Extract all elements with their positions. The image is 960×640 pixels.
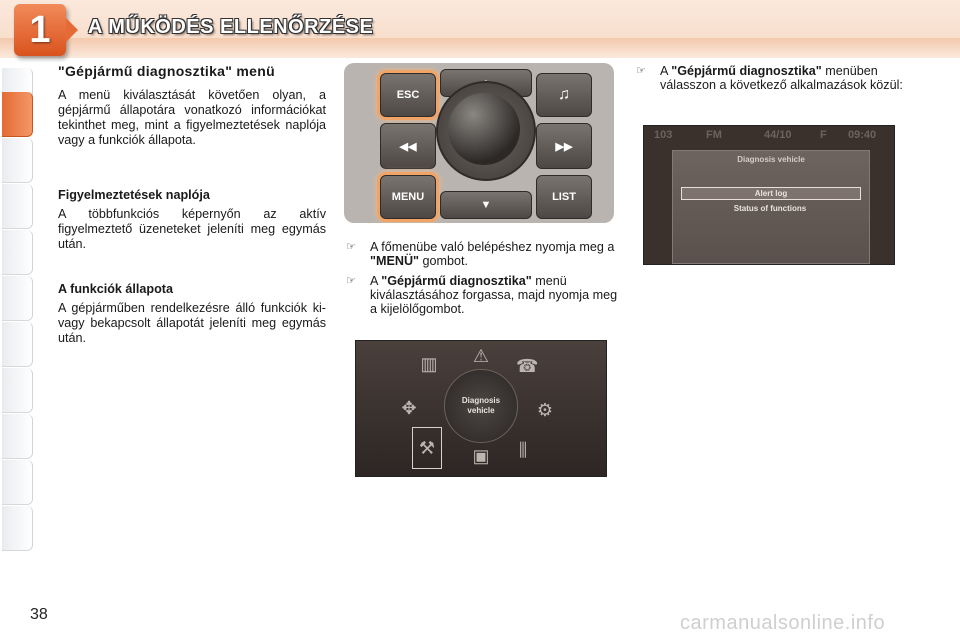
step-1: [342, 240, 618, 268]
car-icon: ▣: [472, 446, 490, 466]
header-stripe: [0, 38, 960, 58]
down-button[interactable]: [440, 191, 532, 219]
selector-knob[interactable]: [448, 93, 520, 165]
step-2-bold: "Gépjármű diagnosztika": [381, 274, 532, 288]
tools-icon[interactable]: ⚒: [412, 427, 442, 469]
rewind-icon: ◀◀: [399, 140, 417, 153]
music-button[interactable]: [536, 73, 592, 117]
chapter-tab[interactable]: [2, 414, 33, 459]
intro-text: A menü kiválasztását követően olyan, a gépjármű állapotára vonatkozó információkat tekinthet meg, mint a figyelmeztetések naplója vagy a funkciók állapota.: [58, 88, 326, 147]
chapter-number: 1: [29, 8, 51, 51]
status-mark: F: [820, 129, 827, 141]
status-bar: [644, 126, 894, 144]
alert-log-title: Figyelmeztetések naplója: [58, 188, 210, 202]
chapter-badge: [14, 4, 66, 56]
step-3-bold: "Gépjármű diagnosztika": [671, 64, 822, 78]
chapter-tab[interactable]: [2, 322, 33, 367]
forward-icon: ▶▶: [555, 140, 573, 153]
step-1-text-end: gombot.: [419, 254, 469, 268]
phone-icon: ☎: [516, 356, 539, 376]
step-1-text: A főmenübe való belépéshez nyomja meg a: [370, 240, 615, 254]
diagnosis-menu-window: [672, 150, 870, 264]
diagnosis-screen-image: [643, 125, 895, 265]
status-value: 103: [654, 129, 673, 141]
middle-column: [342, 240, 618, 322]
diagnosis-menu-title: Diagnosis vehicle: [737, 155, 805, 164]
status-time: 09:40: [848, 129, 877, 141]
chapter-arrow-icon: [66, 18, 78, 42]
list-button[interactable]: LIST: [536, 175, 592, 219]
section-heading: "Gépjármű diagnosztika" menü: [58, 63, 275, 79]
status-frequency: 44/10: [764, 129, 792, 141]
chapter-tab[interactable]: [2, 506, 33, 551]
step-2-text-end: menü kiválasztásához forgassa, majd nyomja meg a kijelölőgombot.: [370, 274, 618, 316]
next-button[interactable]: [536, 123, 592, 169]
alert-log-block: [58, 188, 326, 252]
step-2: [342, 274, 618, 316]
function-status-text: A gépjárműben rendelkezésre álló funkciók ki- vagy bekapcsolt állapotát jeleníti meg egymás után.: [58, 301, 326, 345]
chapter-tab[interactable]: [2, 230, 33, 275]
step-3: [632, 64, 912, 92]
prev-button[interactable]: [380, 123, 436, 169]
settings-icon: ⚙: [536, 400, 554, 420]
chapter-tab-active[interactable]: [2, 92, 33, 137]
page-header: [0, 0, 960, 58]
pointing-hand-icon: ☞: [346, 241, 356, 253]
right-column: [632, 64, 912, 98]
status-band: FM: [706, 129, 722, 141]
step-3-text: A: [660, 64, 672, 78]
chapter-title: A MŰKÖDÉS ELLENŐRZÉSE: [88, 16, 374, 38]
alert-log-option[interactable]: Alert log: [681, 187, 861, 200]
menu-button[interactable]: MENU: [380, 175, 436, 219]
chapter-tab[interactable]: [2, 368, 33, 413]
chapter-tab[interactable]: [2, 138, 33, 183]
esc-button[interactable]: ESC: [380, 73, 436, 117]
control-panel-image: [344, 63, 614, 223]
left-column: [58, 63, 326, 345]
chapter-tab[interactable]: [2, 276, 33, 321]
step-1-bold: "MENÜ": [370, 254, 420, 268]
page-number: 38: [30, 606, 48, 623]
warning-icon: ⚠: [472, 346, 490, 366]
menu-item-line2: vehicle: [467, 406, 495, 415]
menu-item-line1: Diagnosis: [461, 396, 501, 405]
chapter-tabs: [0, 68, 34, 576]
function-status-block: [58, 282, 326, 346]
books-icon: ▥: [420, 354, 438, 374]
chapter-tab[interactable]: [2, 460, 33, 505]
compass-icon: ✥: [401, 398, 417, 418]
chapter-tab[interactable]: [2, 184, 33, 229]
music-note-icon: ♫: [558, 86, 570, 103]
pointing-hand-icon: ☞: [636, 65, 646, 77]
status-of-functions-option[interactable]: Status of functions: [733, 204, 807, 213]
function-status-title: A funkciók állapota: [58, 282, 173, 296]
watermark: carmanualsonline.info: [680, 612, 886, 634]
menu-selected-item[interactable]: [444, 369, 518, 443]
step-3-text-end: menüben válasszon a következő alkalmazások közül:: [660, 64, 903, 92]
down-arrow-icon: ▼: [480, 199, 492, 211]
pointing-hand-icon: ☞: [346, 275, 356, 287]
sliders-icon: ⫼: [518, 440, 528, 460]
step-2-text: A: [370, 274, 382, 288]
alert-log-text: A többfunkciós képernyőn az aktív figyelmeztető üzeneteket jeleníti meg egymás után.: [58, 207, 326, 251]
main-menu-screen-image: [355, 340, 607, 477]
intro-block: [58, 88, 326, 148]
